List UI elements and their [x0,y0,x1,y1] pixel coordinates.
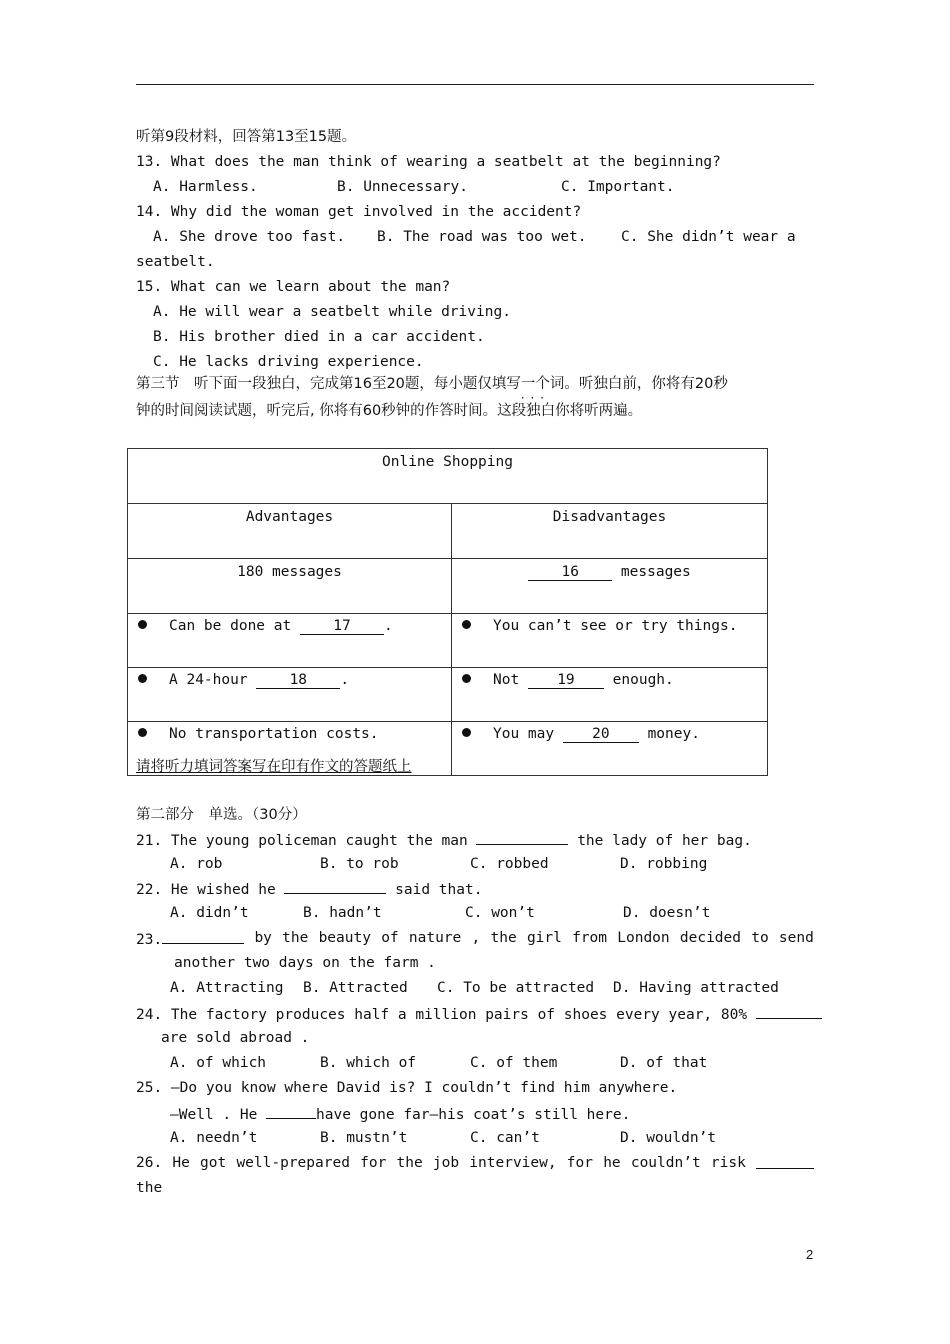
table-title: Online Shopping [128,449,768,504]
section3-instructions-line2: 钟的时间阅读试题，听完后, 你将有60秒钟的作答时间。这段独白你将听两遍。 [136,403,643,419]
answer-blank[interactable] [756,1153,814,1169]
q24-option-a: A. of which [170,1055,267,1071]
q24-line2: are sold abroad . [161,1030,310,1046]
q21-option-a: A. rob [170,856,223,872]
question-26: 26. He got well-prepared for the job interview, for he couldn’t risk [136,1153,814,1173]
bullet-icon [138,620,147,629]
bullet-icon [138,674,147,683]
section3-instructions-line1: 第三节 听下面一段独白，完成第16至20题，每小题仅填写一个词 · · ·。听独白前，你将有20秒 [136,374,728,394]
question-14: 14. Why did the woman get involved in the accident? [136,204,582,220]
answer-sheet-note: 请将听力填词答案写在印有作文的答题纸上 [136,759,412,775]
q22-option-a: A. didn’t [170,905,249,921]
q13-option-c: C. Important. [561,179,675,195]
q22-option-c: C. won’t [465,905,535,921]
column-header-advantages: Advantages [128,504,452,559]
disadvantages-messages: 16 messages [452,559,768,614]
q21-option-c: C. robbed [470,856,549,872]
blank-18[interactable]: 18 [256,672,340,689]
bullet-icon [462,728,471,737]
advantage-item: A 24-hour 18 . [128,668,452,722]
advantages-messages: 180 messages [128,559,452,614]
q21-option-b: B. to rob [320,856,399,872]
question-23: 23. by the beauty of nature , the girl from London decided to send [136,930,814,948]
q15-option-c: C. He lacks driving experience. [153,354,424,370]
question-22: 22. He wished he said that. [136,878,482,900]
blank-16[interactable]: 16 [528,564,612,581]
advantage-item: Can be done at 17 . [128,614,452,668]
answer-blank[interactable] [284,878,386,894]
q23-option-b: B. Attracted [303,980,408,996]
q24-option-d: D. of that [620,1055,708,1071]
advantage-item: No transportation costs. [128,722,452,776]
disadvantage-item: You may 20 money. [452,722,768,776]
page-number: 2 [806,1247,814,1262]
q14-option-c: C. She didn’t wear a [621,229,796,245]
bullet-icon [138,728,147,737]
emphasis-one-word: 一个词 · · · [521,376,565,392]
q26-line2: the [136,1180,163,1196]
disadvantage-item: You can’t see or try things. [452,614,768,668]
disadvantage-item: Not 19 enough. [452,668,768,722]
q14-option-b: B. The road was too wet. [377,229,587,245]
bullet-icon [462,620,471,629]
question-24: 24. The factory produces half a million pairs of shoes every year, 80% [136,1003,822,1025]
q15-option-a: A. He will wear a seatbelt while driving. [153,304,511,320]
q23-option-d: D. Having attracted [613,980,779,996]
column-header-disadvantages: Disadvantages [452,504,768,559]
blank-20[interactable]: 20 [563,726,639,743]
answer-blank[interactable] [476,829,568,845]
q22-option-d: D. doesn’t [623,905,711,921]
q24-option-c: C. of them [470,1055,558,1071]
blank-17[interactable]: 17 [300,618,384,635]
question-13: 13. What does the man think of wearing a seatbelt at the beginning? [136,154,721,170]
answer-blank[interactable] [756,1003,822,1019]
q25-line2: —Well . He have gone far—his coat’s still here. [170,1103,630,1125]
q14-option-a: A. She drove too fast. [153,229,346,245]
q25-option-c: C. can’t [470,1130,540,1146]
q13-option-b: B. Unnecessary. [337,179,468,195]
q24-option-b: B. which of [320,1055,417,1071]
answer-blank[interactable] [162,928,244,944]
q22-option-b: B. hadn’t [303,905,382,921]
q23-option-a: A. Attracting [170,980,284,996]
q21-option-d: D. robbing [620,856,708,872]
q15-option-b: B. His brother died in a car accident. [153,329,485,345]
q14-continuation: seatbelt. [136,254,215,270]
bullet-icon [462,674,471,683]
question-21: 21. The young policeman caught the man the lady of her bag. [136,829,752,851]
blank-19[interactable]: 19 [528,672,604,689]
q23-option-c: C. To be attracted [437,980,595,996]
question-15: 15. What can we learn about the man? [136,279,451,295]
q25-option-d: D. wouldn’t [620,1130,717,1146]
answer-blank[interactable] [266,1103,316,1119]
online-shopping-table [127,448,768,776]
q23-line2: another two days on the farm . [174,955,436,971]
part2-title: 第二部分 单选。（30分） [136,807,307,823]
section9-intro: 听第9段材料，回答第13至15题。 [136,129,357,145]
question-25: 25. —Do you know where David is? I couldn’t find him anywhere. [136,1080,678,1096]
q13-option-a: A. Harmless. [153,179,258,195]
header-rule [136,84,814,85]
q25-option-b: B. mustn’t [320,1130,408,1146]
q25-option-a: A. needn’t [170,1130,258,1146]
